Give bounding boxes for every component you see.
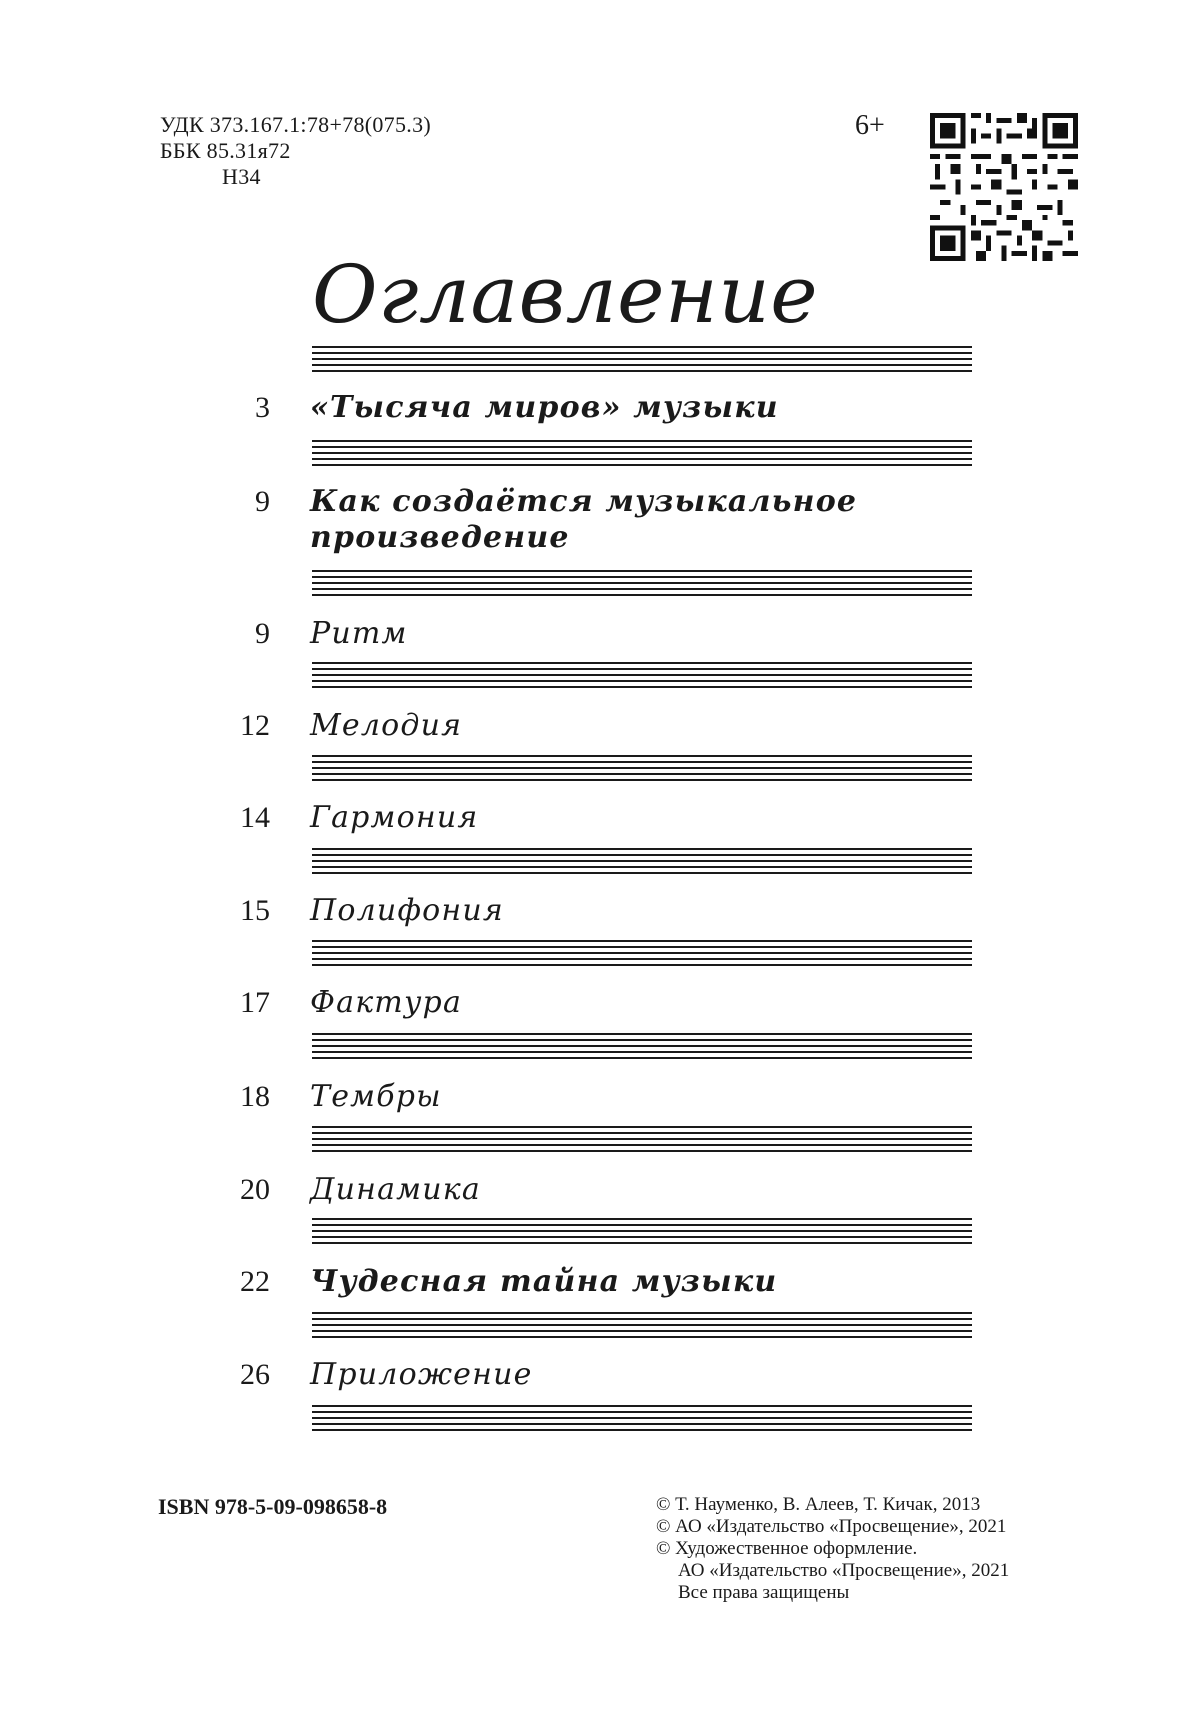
copyright-line: © Художественное оформление. bbox=[656, 1538, 918, 1559]
toc-title: Чудесная тайна музыки bbox=[310, 1264, 778, 1299]
age-rating: 6+ bbox=[855, 110, 885, 141]
bbk-code: ББК 85.31я72 bbox=[160, 138, 291, 163]
udk-code: УДК 373.167.1:78+78(075.3) bbox=[160, 112, 432, 137]
toc-title: Динамика bbox=[310, 1172, 481, 1207]
isbn: ISBN 978-5-09-098658-8 bbox=[158, 1494, 388, 1519]
toc-page-number: 26 bbox=[240, 1358, 270, 1391]
toc-page-number: 12 bbox=[240, 709, 270, 742]
toc-page-number: 14 bbox=[240, 801, 270, 834]
toc-page-number: 9 bbox=[255, 617, 270, 650]
toc-page-number: 22 bbox=[240, 1265, 270, 1298]
toc-title: Гармония bbox=[310, 800, 479, 835]
copyright-line: АО «Издательство «Просвещение», 2021 bbox=[678, 1560, 1010, 1581]
toc-page-number: 15 bbox=[240, 894, 270, 927]
toc-page-number: 17 bbox=[240, 986, 270, 1019]
toc-page-number: 18 bbox=[240, 1080, 270, 1113]
qr-code-icon bbox=[930, 113, 1078, 261]
copyright-line: © Т. Науменко, В. Алеев, Т. Кичак, 2013 bbox=[656, 1494, 981, 1515]
toc-title: «Тысяча миров» музыки bbox=[310, 390, 779, 425]
toc-title: Как создаётся музыкальное произведение bbox=[310, 484, 858, 555]
page-title: Оглавление bbox=[312, 248, 819, 341]
catalog-codes bbox=[160, 112, 431, 190]
toc-page-number: 9 bbox=[255, 485, 270, 518]
copyright-line: © АО «Издательство «Просвещение», 2021 bbox=[656, 1516, 1007, 1537]
toc-page-number: 3 bbox=[255, 391, 270, 424]
toc-title: Тембры bbox=[310, 1079, 442, 1114]
toc-title: Приложение bbox=[310, 1357, 533, 1392]
copyright-block bbox=[656, 1494, 1009, 1604]
copyright-line: Все права защищены bbox=[678, 1582, 850, 1603]
toc-page-number: 20 bbox=[240, 1173, 270, 1206]
author-code: Н34 bbox=[222, 164, 261, 189]
toc-title: Мелодия bbox=[310, 708, 463, 743]
toc-title: Полифония bbox=[310, 893, 504, 928]
toc-title: Фактура bbox=[310, 985, 463, 1020]
toc-title: Ритм bbox=[310, 616, 408, 651]
